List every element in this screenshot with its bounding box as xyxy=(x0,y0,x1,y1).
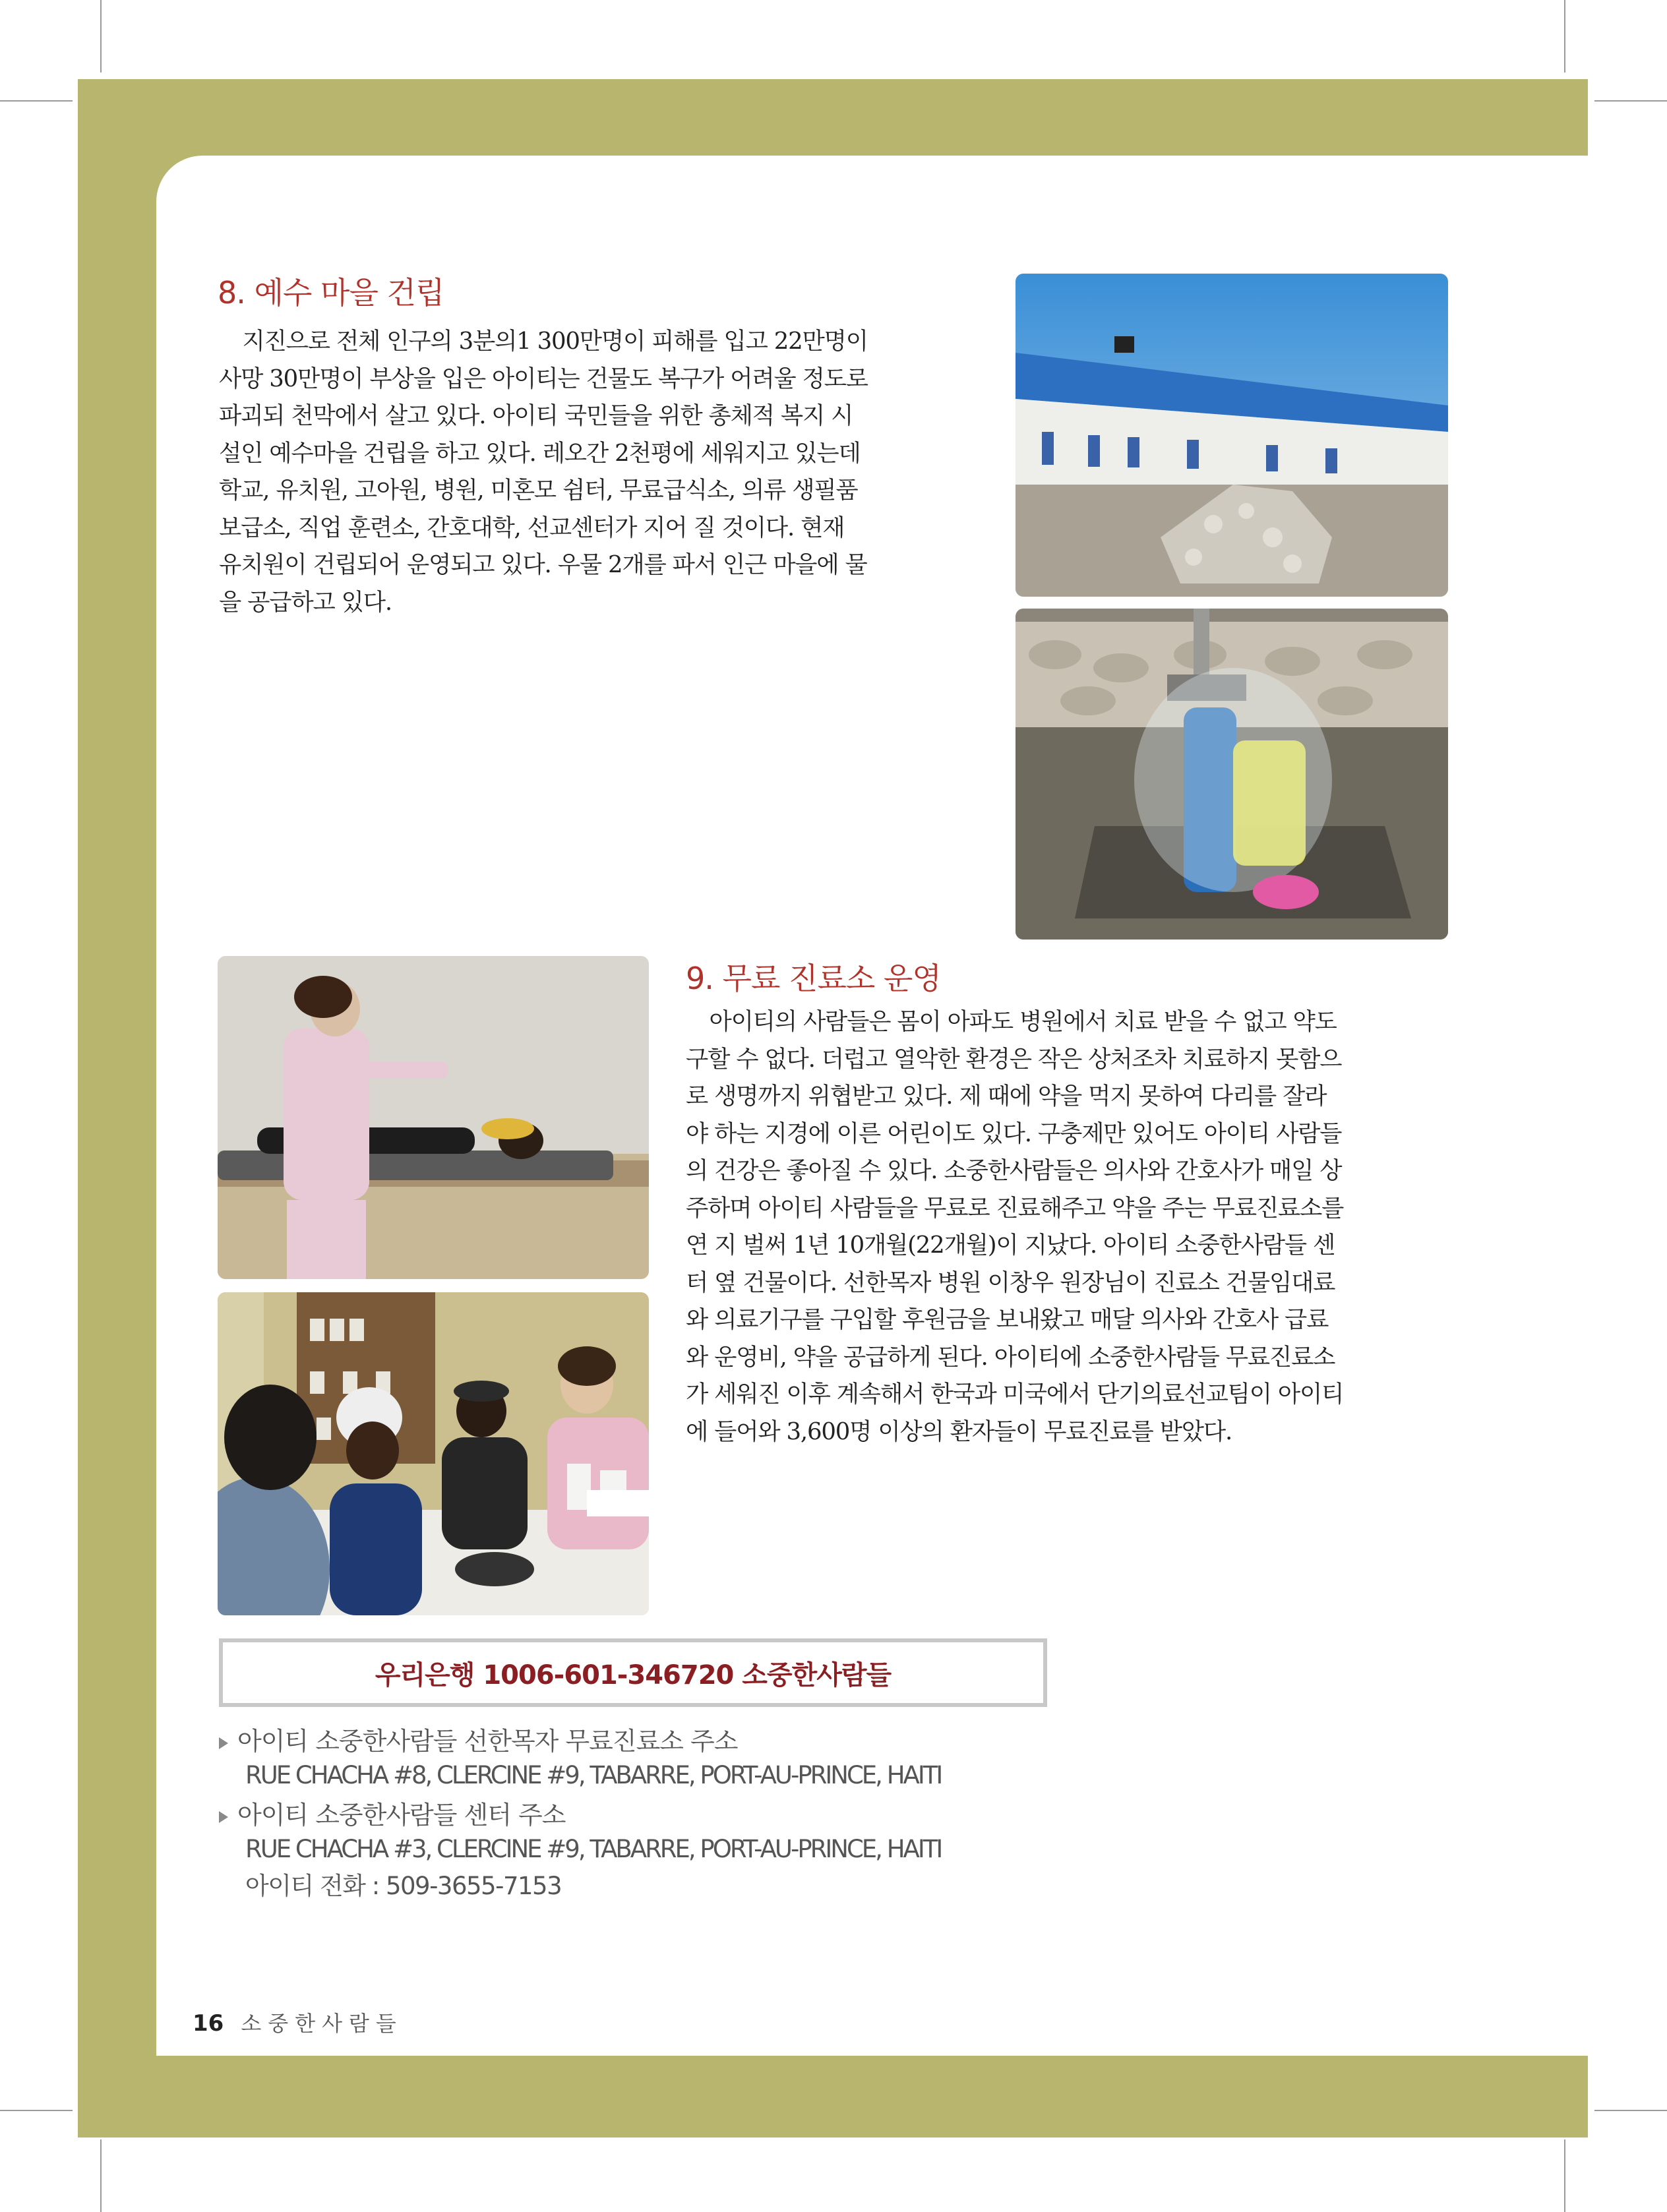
section8-line: 유치원이 건립되어 운영되고 있다. 우물 2개를 파서 인근 마을에 물 xyxy=(219,551,867,578)
phone-number: 아이티 전화 : 509-3655-7153 xyxy=(245,1872,562,1900)
section9-title: 9. 무료 진료소 운영 xyxy=(686,961,941,996)
crop-mark xyxy=(1594,2110,1667,2111)
page-number: 16 xyxy=(193,2010,224,2037)
page-footer xyxy=(193,2007,403,2037)
triangle-bullet-icon xyxy=(219,1737,228,1749)
section9-line: 로 생명까지 위협받고 있다. 제 때에 약을 먹지 못하여 다리를 잘라 xyxy=(686,1083,1327,1110)
water-well-photo xyxy=(1015,609,1448,940)
publication-name: 소중한사람들 xyxy=(241,2011,403,2036)
clinic-consultation-photo xyxy=(218,1292,649,1615)
section8-line: 을 공급하고 있다. xyxy=(219,588,392,616)
crop-mark xyxy=(1594,100,1667,102)
clinic-address-heading-row xyxy=(219,1721,941,1757)
triangle-bullet-icon xyxy=(219,1811,228,1823)
section8-line: 지진으로 전체 인구의 3분의1 300만명이 피해를 입고 22만명이 xyxy=(242,328,868,355)
address-block xyxy=(219,1721,941,1901)
patient-exam-photo xyxy=(218,956,649,1279)
section9-line: 와 운영비, 약을 공급하게 된다. 아이티에 소중한사람들 무료진료소 xyxy=(686,1343,1335,1371)
section8-line: 파괴되 천막에서 살고 있다. 아이티 국민들을 위한 총체적 복지 시 xyxy=(219,402,853,429)
section9-line: 구할 수 없다. 더럽고 열악한 환경은 작은 상처조차 치료하지 못함으 xyxy=(686,1045,1342,1073)
center-address-heading-row xyxy=(219,1795,941,1831)
section8-line: 학교, 유치원, 고아원, 병원, 미혼모 쉼터, 무료급식소, 의류 생필품 xyxy=(219,477,858,504)
crop-mark xyxy=(1564,0,1565,73)
crop-mark xyxy=(0,100,73,102)
section8-line: 설인 예수마을 건립을 하고 있다. 레오간 2천평에 세워지고 있는데 xyxy=(219,439,861,467)
bank-account-label: 우리은행 1006-601-346720 소중한사람들 xyxy=(375,1659,892,1690)
crop-mark xyxy=(0,2110,73,2111)
bank-account-box xyxy=(219,1638,1047,1707)
section9-line: 에 들어와 3,600명 이상의 환자들이 무료진료를 받았다. xyxy=(686,1418,1232,1445)
section9-line: 가 세워진 이후 계속해서 한국과 미국에서 단기의료선교팀이 아이티 xyxy=(686,1381,1344,1408)
clinic-address: RUE CHACHA #8, CLERCINE #9, TABARRE, PORT-AU-PRINCE, HAITI xyxy=(245,1761,942,1789)
section8-line: 보급소, 직업 훈련소, 간호대학, 선교센터가 지어 질 것이다. 현재 xyxy=(219,514,845,541)
bottom-band xyxy=(78,2056,1588,2137)
section8-title: 8. 예수 마을 건립 xyxy=(218,275,444,311)
section9-line: 터 옆 건물이다. 선한목자 병원 이창우 원장님이 진료소 건물임대료 xyxy=(686,1269,1335,1296)
building-photo xyxy=(1015,274,1448,597)
section9-line: 와 의료기구를 구입할 후원금을 보내왔고 매달 의사와 간호사 급료 xyxy=(686,1306,1329,1333)
center-address: RUE CHACHA #3, CLERCINE #9, TABARRE, PORT-AU-PRINCE, HAITI xyxy=(245,1835,942,1863)
section9-line: 주하며 아이티 사람들을 무료로 진료해주고 약을 주는 무료진료소를 xyxy=(686,1194,1344,1222)
section9-line: 연 지 벌써 1년 10개월(22개월)이 지났다. 아이티 소중한사람들 센 xyxy=(686,1232,1335,1259)
clinic-address-heading: 아이티 소중한사람들 선한목자 무료진료소 주소 xyxy=(237,1727,738,1756)
section9-line: 의 건강은 좋아질 수 있다. 소중한사람들은 의사와 간호사가 매일 상 xyxy=(686,1157,1342,1184)
section9-line: 야 하는 지경에 이른 어린이도 있다. 구충제만 있어도 아이티 사람들 xyxy=(686,1120,1342,1147)
section9-line: 아이티의 사람들은 몸이 아파도 병원에서 치료 받을 수 없고 약도 xyxy=(709,1008,1337,1035)
crop-mark xyxy=(100,0,102,73)
section9-paragraph xyxy=(686,1003,1448,1450)
center-address-heading: 아이티 소중한사람들 센터 주소 xyxy=(237,1801,566,1830)
crop-mark xyxy=(1564,2139,1565,2212)
section8-paragraph xyxy=(219,323,971,621)
crop-mark xyxy=(100,2139,102,2212)
section8-line: 사망 30만명이 부상을 입은 아이티는 건물도 복구가 어려울 정도로 xyxy=(219,365,868,392)
